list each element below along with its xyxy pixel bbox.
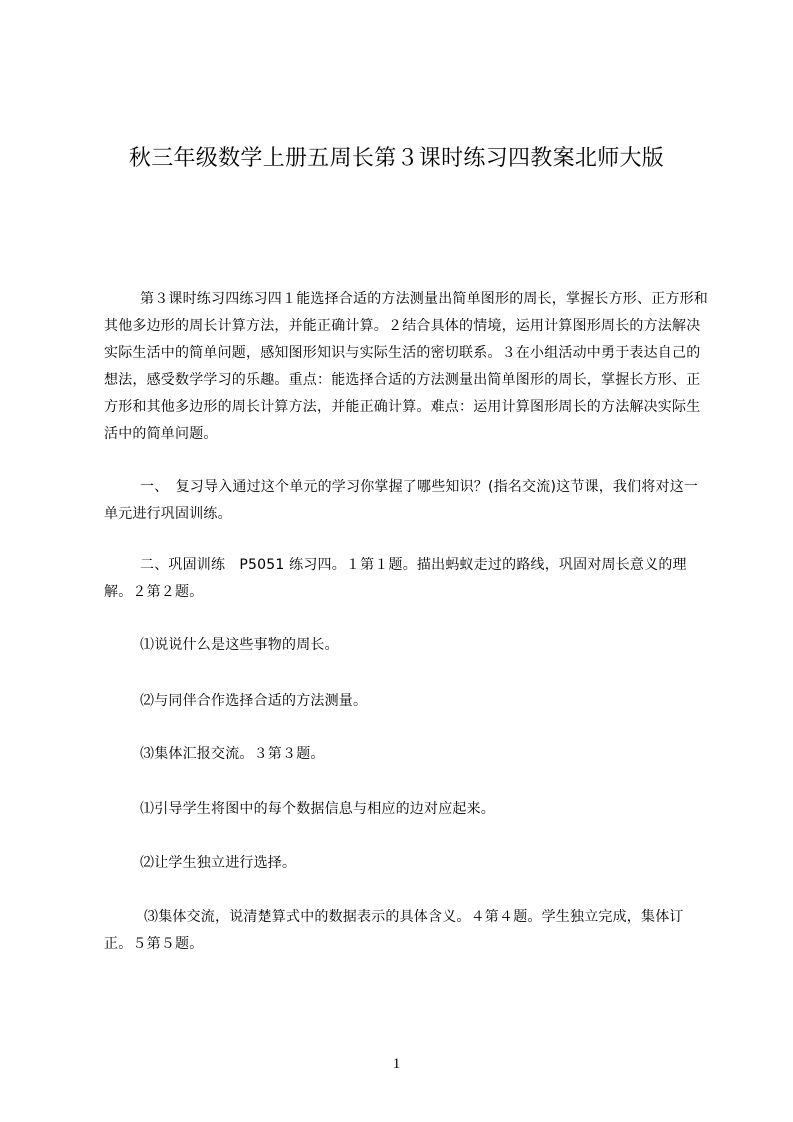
document-title: 秋三年级数学上册五周长第３课时练习四教案北师大版: [128, 146, 665, 171]
page-number: 1: [392, 1056, 401, 1072]
step-paragraph: ⑶集体交流，说清楚算式中的数据表示的具体含义。４第４题。学生独立完成，集体订正。５第５题。: [104, 909, 684, 952]
step-paragraph: ⑵与同伴合作选择合适的方法测量。: [140, 693, 368, 709]
practice-paragraph: 二、巩固训练 P5051 练习四。１第１题。描出蚂蚁走过的路线，巩固对周长意义的理解。２第２题。: [104, 557, 687, 600]
step-paragraph: ⑶集体汇报交流。３第３题。: [140, 746, 325, 762]
objectives-paragraph: 第３课时练习四练习四１能选择合适的方法测量出简单图形的周长，掌握长方形、正方形和其他多边形的周长计算方法，并能正确计算。２结合具体的情境，运用计算图形周长的方法解决实际生活中的简单问题，感知图形知识与实际生活的密切联系。３在小组活动中勇于表达自己的想法，感受数学学习的乐趣。重点：能选择合适的方法测量出简单图形的周长，掌握长方形、正方形和其他多边形的周长计算方法，并能正确计算。难点：运用计算图形周长的方法解决实际生活中的简单问题。: [104, 291, 708, 442]
step-paragraph: ⑴说说什么是这些事物的周长。: [140, 637, 339, 653]
review-paragraph: 一、 复习导入通过这个单元的学习你掌握了哪些知识？(指名交流)这节课，我们将对这一单元进行巩固训练。: [104, 479, 699, 522]
step-paragraph: ⑵让学生独立进行选择。: [140, 855, 297, 871]
step-paragraph: ⑴引导学生将图中的每个数据信息与相应的边对应起来。: [140, 801, 495, 817]
